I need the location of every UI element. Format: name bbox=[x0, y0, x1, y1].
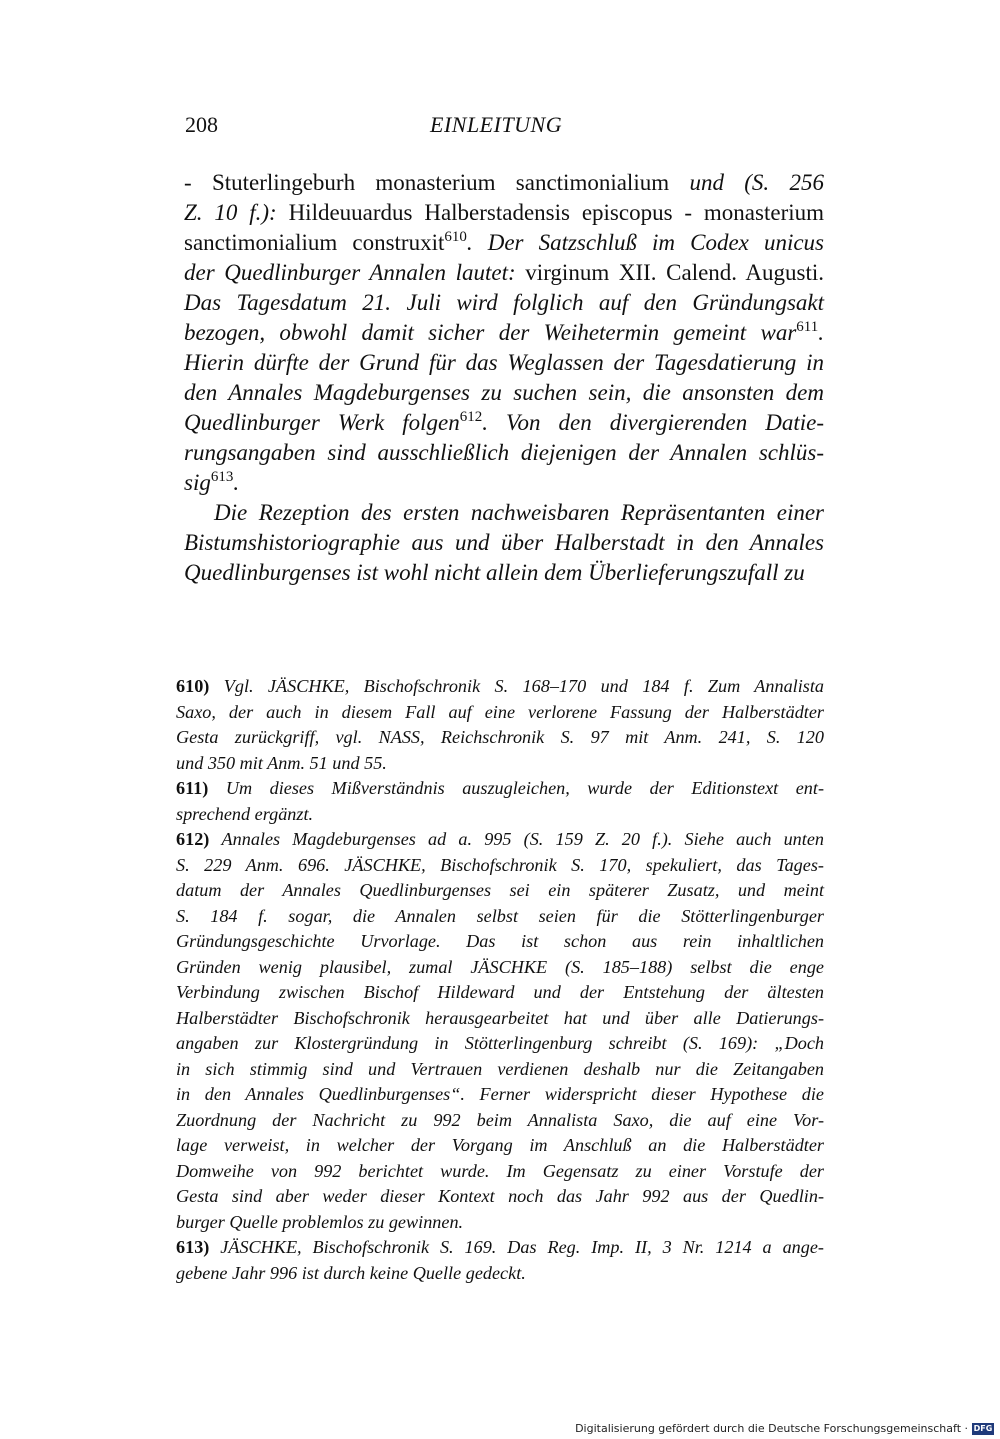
text-span: Gesta sind aber weder dieser Kontext noch das Jahr 992 aus der Quedlin- bbox=[176, 1186, 824, 1206]
footnote-line bbox=[176, 853, 824, 879]
page-number: 208 bbox=[185, 112, 218, 137]
footnote-line bbox=[176, 1133, 824, 1159]
text-span: Gesta zurückgriff, vgl. NASS, Reichschronik S. 97 mit Anm. 241, S. 120 bbox=[176, 727, 824, 747]
text-span: Bistumshistoriographie aus und über Halberstadt in den Annales bbox=[184, 530, 824, 555]
footnote-ref: 613 bbox=[210, 469, 234, 485]
text-span: datum der Annales Quedlinburgenses sei ein späterer Zusatz, und meint bbox=[176, 880, 824, 900]
footnote-line bbox=[176, 1159, 824, 1185]
text-span: in den Annales Quedlinburgenses“. Ferner widerspricht dieser Hypothese die bbox=[176, 1084, 824, 1104]
text-span: den Annales Magdeburgenses zu suchen sein, die ansonsten dem bbox=[184, 380, 824, 405]
footnote-line bbox=[176, 955, 824, 981]
text-span: Zuordnung der Nachricht zu 992 beim Annalista Saxo, die auf eine Vor- bbox=[176, 1109, 824, 1130]
text-span: Gründungsgeschichte Urvorlage. Das ist schon aus rein inhaltlichen bbox=[176, 931, 824, 951]
footnote-line bbox=[176, 878, 824, 904]
text-span: Um dieses Mißverständnis auszugleichen, wurde der Editionstext ent- bbox=[225, 778, 824, 798]
text-line bbox=[184, 318, 824, 348]
text-span: S. 229 Anm. 696. JÄSCHKE, Bischofschronik S. 170, spekuliert, das Tages- bbox=[176, 854, 824, 875]
text-line bbox=[184, 288, 824, 318]
text-span: Verbindung zwischen Bischof Hildeward und der Entstehung der ältesten bbox=[176, 982, 824, 1002]
footnote-line bbox=[176, 674, 824, 700]
text-span: Z. 10 f.): bbox=[184, 200, 277, 225]
text-span: angaben zur Klostergründung in Stötterlingenburg schreibt (S. 169): „Doch bbox=[176, 1033, 824, 1053]
text-line bbox=[184, 168, 824, 198]
footnote-number: 612) bbox=[176, 829, 222, 849]
text-span: . Von den divergierenden Datie- bbox=[482, 410, 824, 435]
text-line bbox=[184, 258, 824, 288]
text-span: der Quedlinburger Annalen lautet: bbox=[184, 260, 516, 285]
footnote-line bbox=[176, 827, 824, 853]
text-span: sprechend ergänzt. bbox=[176, 803, 314, 824]
footer-text: Digitalisierung gefördert durch die Deutsche Forschungsgemeinschaft · bbox=[575, 1422, 968, 1435]
text-line bbox=[184, 468, 824, 498]
text-line bbox=[184, 378, 824, 408]
text-span: - Stuterlingeburh monasterium sanctimonialium bbox=[184, 170, 690, 195]
text-span: Das Tagesdatum 21. Juli wird folglich auf den Gründungsakt bbox=[184, 290, 824, 315]
text-span: S. 184 f. sogar, die Annalen selbst seien für die Stötterlingenburger bbox=[176, 905, 824, 926]
footnote-line bbox=[176, 802, 824, 828]
footnote-line bbox=[176, 1235, 824, 1261]
footnote-line bbox=[176, 904, 824, 930]
text-span: Vgl. JÄSCHKE, Bischofschronik S. 168–170 und 184 f. Zum Annalista bbox=[223, 676, 825, 696]
footnote-line bbox=[176, 1031, 824, 1057]
text-line bbox=[184, 558, 824, 588]
text-span: Annales Magdeburgenses ad a. 995 (S. 159 Z. 20 f.). Siehe auch unten bbox=[221, 829, 824, 849]
text-span: . bbox=[233, 470, 240, 495]
footnote-line bbox=[176, 980, 824, 1006]
text-span: rungsangaben sind ausschließlich diejenigen der Annalen schlüs- bbox=[184, 440, 824, 465]
text-span: sig bbox=[184, 470, 211, 495]
text-span: lage verweist, in welcher der Vorgang im Anschluß an die Halberstädter bbox=[176, 1135, 824, 1155]
text-span: Halberstädter Bischofschronik herausgearbeitet hat und über alle Datierungs- bbox=[176, 1007, 824, 1028]
text-span: Hierin dürfte der Grund für das Weglassen der Tagesdatierung in bbox=[184, 350, 824, 375]
footnote-line bbox=[176, 1210, 824, 1236]
text-line bbox=[184, 198, 824, 228]
text-span: virginum XII. Calend. Augusti. bbox=[515, 260, 824, 285]
footnote-number: 613) bbox=[176, 1237, 221, 1257]
text-span: und (S. 256 bbox=[689, 170, 824, 195]
text-span: . Der Satzschluß im Codex unicus bbox=[466, 230, 825, 255]
footnote-line bbox=[176, 929, 824, 955]
text-span: Quedlinburger Werk folgen bbox=[184, 410, 460, 435]
text-span: Die Rezeption des ersten nachweisbaren Repräsentanten einer bbox=[214, 500, 824, 525]
text-span: bezogen, obwohl damit sicher der Weihetermin gemeint war bbox=[184, 320, 797, 345]
footnote-line bbox=[176, 700, 824, 726]
text-span: Saxo, der auch in diesem Fall auf eine verlorene Fassung der Halberstädter bbox=[176, 701, 824, 722]
text-span: und 350 mit Anm. 51 und 55. bbox=[176, 752, 387, 773]
footnote-line bbox=[176, 751, 824, 777]
page-header bbox=[0, 112, 1000, 142]
footnote-number: 610) bbox=[176, 676, 224, 696]
footnote-ref: 611 bbox=[796, 319, 819, 335]
text-line bbox=[184, 408, 824, 438]
footnote-line bbox=[176, 1006, 824, 1032]
text-span: Domweihe von 992 berichtet wurde. Im Gegensatz zu einer Vorstufe der bbox=[176, 1160, 824, 1181]
text-line bbox=[184, 528, 824, 558]
text-span: Hildeuuardus Halberstadensis episcopus - monasterium bbox=[276, 200, 825, 225]
footnote-line bbox=[176, 1184, 824, 1210]
text-line bbox=[184, 438, 824, 468]
text-span: Quedlinburgenses ist wohl nicht allein dem Überlieferungszufall zu bbox=[184, 560, 805, 585]
text-line bbox=[184, 348, 824, 378]
main-text bbox=[184, 168, 824, 588]
text-span: gebene Jahr 996 ist durch keine Quelle gedeckt. bbox=[176, 1262, 526, 1283]
footnote-line bbox=[176, 725, 824, 751]
footnote-line bbox=[176, 1082, 824, 1108]
text-span: Gründen wenig plausibel, zumal JÄSCHKE (S. 185–188) selbst die enge bbox=[176, 956, 824, 977]
text-line bbox=[184, 498, 824, 528]
dfg-logo-icon: DFG bbox=[973, 1423, 993, 1433]
footnote-line bbox=[176, 1261, 824, 1287]
footnote-line bbox=[176, 776, 824, 802]
footnote-line bbox=[176, 1057, 824, 1083]
text-span: . bbox=[818, 320, 824, 345]
text-line bbox=[184, 228, 824, 258]
footnote-ref: 612 bbox=[459, 409, 483, 425]
footnotes bbox=[176, 674, 824, 1286]
footnote-ref: 610 bbox=[444, 229, 467, 245]
text-span: sanctimonialium construxit bbox=[184, 230, 445, 255]
text-span: JÄSCHKE, Bischofschronik S. 169. Das Reg. Imp. II, 3 Nr. 1214 a ange- bbox=[220, 1237, 824, 1257]
running-title: EINLEITUNG bbox=[430, 112, 563, 137]
text-span: in sich stimmig sind und Vertrauen verdienen deshalb nur die Zeitangaben bbox=[176, 1058, 824, 1079]
footer-credit bbox=[575, 1422, 994, 1435]
text-span: burger Quelle problemlos zu gewinnen. bbox=[176, 1211, 464, 1232]
footnote-line bbox=[176, 1108, 824, 1134]
footnote-number: 611) bbox=[176, 778, 226, 798]
